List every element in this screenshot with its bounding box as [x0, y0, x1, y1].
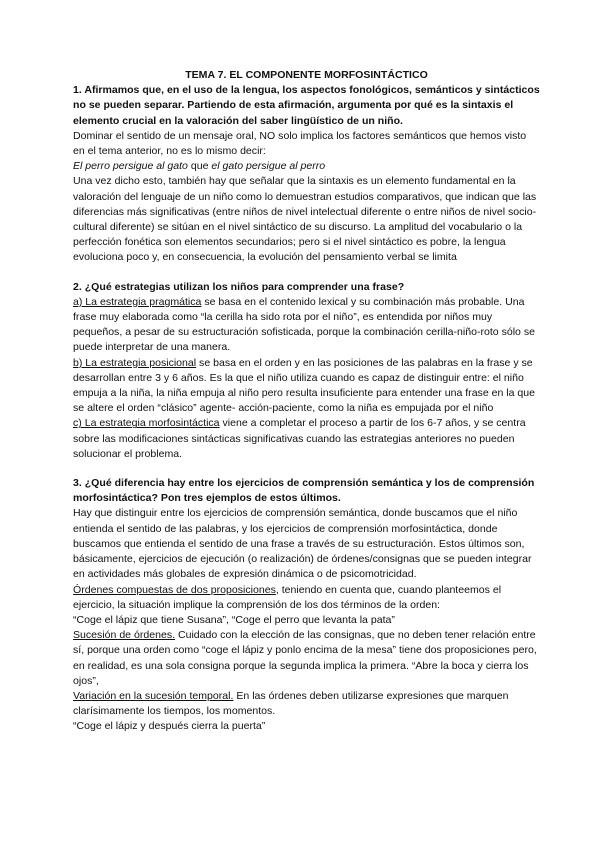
answer-1-paragraph-2: Una vez dicho esto, también hay que señalar que la sintaxis es un elemento fundamental en la valoración del lenguaje de un niño como lo demuestran estudios comparativos, que indican que las diferencias más significativas (entre niños de nivel intelectual diferente o entre niños de nivel socio-cultural diferente) se sitúan en el nivel sintáctico de su discurso. La amplitud del vocabulario o la perfección fonética son elementos secundarios; pero si el nivel sintáctico es pobre, la lengua evoluciona poco y, en consecuencia, la evolución del pensamiento verbal se limita [73, 175, 537, 264]
exercise-3-example: “Coge el lápiz y después cierra la puerta” [73, 720, 266, 733]
strategy-c-label: c) La estrategia morfosintáctica [73, 417, 220, 430]
exercise-1-label: Órdenes compuestas de dos proposiciones [73, 583, 276, 596]
strategy-a [73, 295, 540, 356]
example-a: El perro persigue al gato [73, 160, 188, 173]
exercise-1-text: , teniendo en cuenta que, cuando planteemos el ejercicio, la situación implique la comprensión de los dos términos de la orden: [73, 583, 502, 611]
exercise-2-label: Sucesión de órdenes. [73, 629, 176, 642]
question-3: 3. ¿Qué diferencia hay entre los ejercicios de comprensión semántica y los de comprensión morfosintáctica? Pon tres ejemplos de estos últimos. [73, 477, 535, 505]
example-connector: que [187, 160, 212, 173]
exercise-2 [73, 628, 540, 689]
answer-1-example [73, 159, 540, 174]
answer-1-paragraph-1: Dominar el sentido de un mensaje oral, NO solo implica los factores semánticos que hemos visto en el tema anterior, no es lo mismo decir: [73, 129, 527, 158]
spacer [73, 266, 540, 280]
strategy-a-label: a) La estrategia pragmática [73, 295, 202, 308]
exercise-1-example: “Coge el lápiz que tiene Susana”, “Coge el perro que levanta la pata” [73, 613, 395, 626]
strategy-c [73, 416, 540, 462]
strategy-b-label: b) La estrategia posicional [73, 356, 197, 369]
exercise-3 [73, 689, 540, 719]
exercise-2-text: Cuidado con la elección de las consignas, que no deben tener relación entre sí, porque una orden como “coge el lápiz y ponlo encima de la mesa” tiene dos proposiciones pero, en realidad, es una sola consigna porque la segunda implica la primera. “Abre la boca y cierra los ojos”, [73, 629, 537, 687]
question-2: 2. ¿Qué estrategias utilizan los niños para comprender una frase? [73, 280, 405, 293]
question-1: 1. Afirmamos que, en el uso de la lengua, los aspectos fonológicos, semánticos y sintácticos no se pueden separar. Partiendo de esta afirmación, argumenta por qué es la sintaxis el elemento crucial en la valoración del saber lingüístico de un niño. [73, 84, 540, 127]
exercise-3-text: En las órdenes deben utilizarse expresiones que marquen clarísimamente los tiempos, los momentos. [73, 689, 509, 718]
strategy-c-text: viene a completar el proceso a partir de los 6-7 años, y se centra sobre las modificaciones sintácticas significativas cuando las estrategias anteriores no pueden solucionar el problema. [73, 417, 526, 460]
answer-3-paragraph-1: Hay que distinguir entre los ejercicios de comprensión semántica, donde buscamos que el niño entienda el sentido de las palabras, y los ejercicios de comprensión morfosintáctica, donde buscamos que entienda el sentido de una frase a través de su estructuración. Estos últimos son, básicamente, ejercicios de ejecución (o realización) de órdenes/consignas que se pueden integrar en actividades más globales de expresión dinámica o de psicomotricidad. [73, 507, 532, 581]
document-title: TEMA 7. EL COMPONENTE MORFOSINTÁCTICO [185, 69, 428, 81]
exercise-3-label: Variación en la sucesión temporal. [73, 689, 234, 702]
strategy-b [73, 356, 540, 417]
exercise-1 [73, 583, 540, 613]
strategy-b-text: se basa en el orden y en las posiciones de las palabras en la frase y se desarrollan entre 3 y 6 años. Es la que el niño utiliza cuando es capaz de distinguir entre: el niño empuja a la niña, la niña empuja al niño pero resulta insuficiente para entender una frase en la que se altere el orden “clásico” agente- acción-paciente, como la niña es empujada por el niño [73, 356, 536, 415]
spacer [73, 462, 540, 476]
example-b: el gato persigue al perro [211, 160, 326, 173]
strategy-a-text: se basa en el contenido lexical y su combinación más probable. Una frase muy elaborada como “la cerilla ha sido rota por el niño”, es entendida por niños muy pequeños, a pesar de su estructuración sofisticada, porque la combinación cerilla-niño-roto sólo se puede interpretar de una manera. [73, 295, 535, 354]
